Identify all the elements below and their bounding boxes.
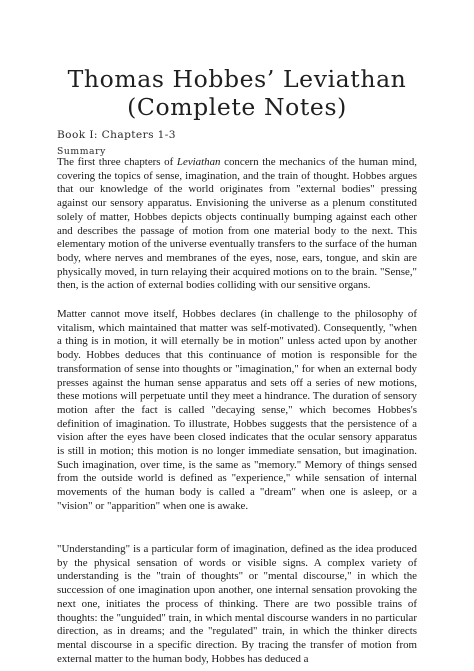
paragraph-3-text: "Understanding" is a particular form of imagination, defined as the idea produced by the physical sensation of words or visible signs. A complex variety of understanding is the "train of thoughts" or "mental discourse," in which the succession of one imagination upon another, one internal sensation provoking the next one, initiates the process of thinking. There are two possible trains of thoughts: the "unguided" train, in which mental discourse wanders in no particular direction, as in dreams; and the "regulated" train, in which the thinker directs mental discourse in a specific direction. By tracing the transfer of motion from external matter to the human body, Hobbes has deduced a — [57, 543, 417, 665]
summary-subheading: Summary — [57, 146, 106, 157]
paragraph-1 — [57, 156, 417, 293]
document-title-line1: Thomas Hobbes’ Leviathan — [67, 65, 407, 93]
section-heading: Book I: Chapters 1-3 — [57, 129, 176, 141]
leviathan-italic: Leviathan — [176, 156, 221, 168]
paragraph-3 — [57, 543, 417, 666]
paragraph-1-body: concern the mechanics of the human mind, covering the topics of sense, imagination, and the train of thought. Hobbes argues that our knowledge of the world originates from "external bodies" pressing against our sensory apparatus. Envisioning the universe as a plenum constituted solely of matter, Hobbes depicts objects continually bumping against each other and describes the passage of motion from one material body to the next. This elementary motion of the universe eventually transfers to the surface of the human body, where nerves and membranes of the eyes, nose, ears, tongue, and skin are physically moved, in turn relaying their acquired motions on to the brain. "Sense," then, is the action of external bodies colliding with our sensitive organs. — [57, 156, 417, 292]
paragraph-2-text: Matter cannot move itself, Hobbes declares (in challenge to the philosophy of vitalism, which maintained that matter was self-motivated). Consequently, "when a thing is in motion, it will eternally be in motion" unless acted upon by another body. Hobbes deduces that this continuance of motion is responsible for the transformation of sense into thoughts or "imagination," for when an external body presses against the human sense apparatus and sets off a series of new motions, these motions will perpetuate until they meet a hindrance. The duration of sensory motion after the fact is called "decaying sense," which becomes Hobbes's definition of imagination. To illustrate, Hobbes suggests that the persistence of a vision after the eyes have been closed indicates that the ocular sensory apparatus is still in motion; this motion is no longer immediate sensation, but imagination. Such imagination, over time, is the same as "memory." Memory of things sensed from the outside world is defined as "experience," while sensation of internal movements of the human body is called a "dream" when one is asleep, or a "vision" or "apparition" when one is awake. — [57, 308, 417, 512]
paragraph-2 — [57, 308, 417, 514]
document-title-line2: (Complete Notes) — [127, 93, 347, 121]
paragraph-1-intro: The first three chapters of — [57, 156, 177, 168]
